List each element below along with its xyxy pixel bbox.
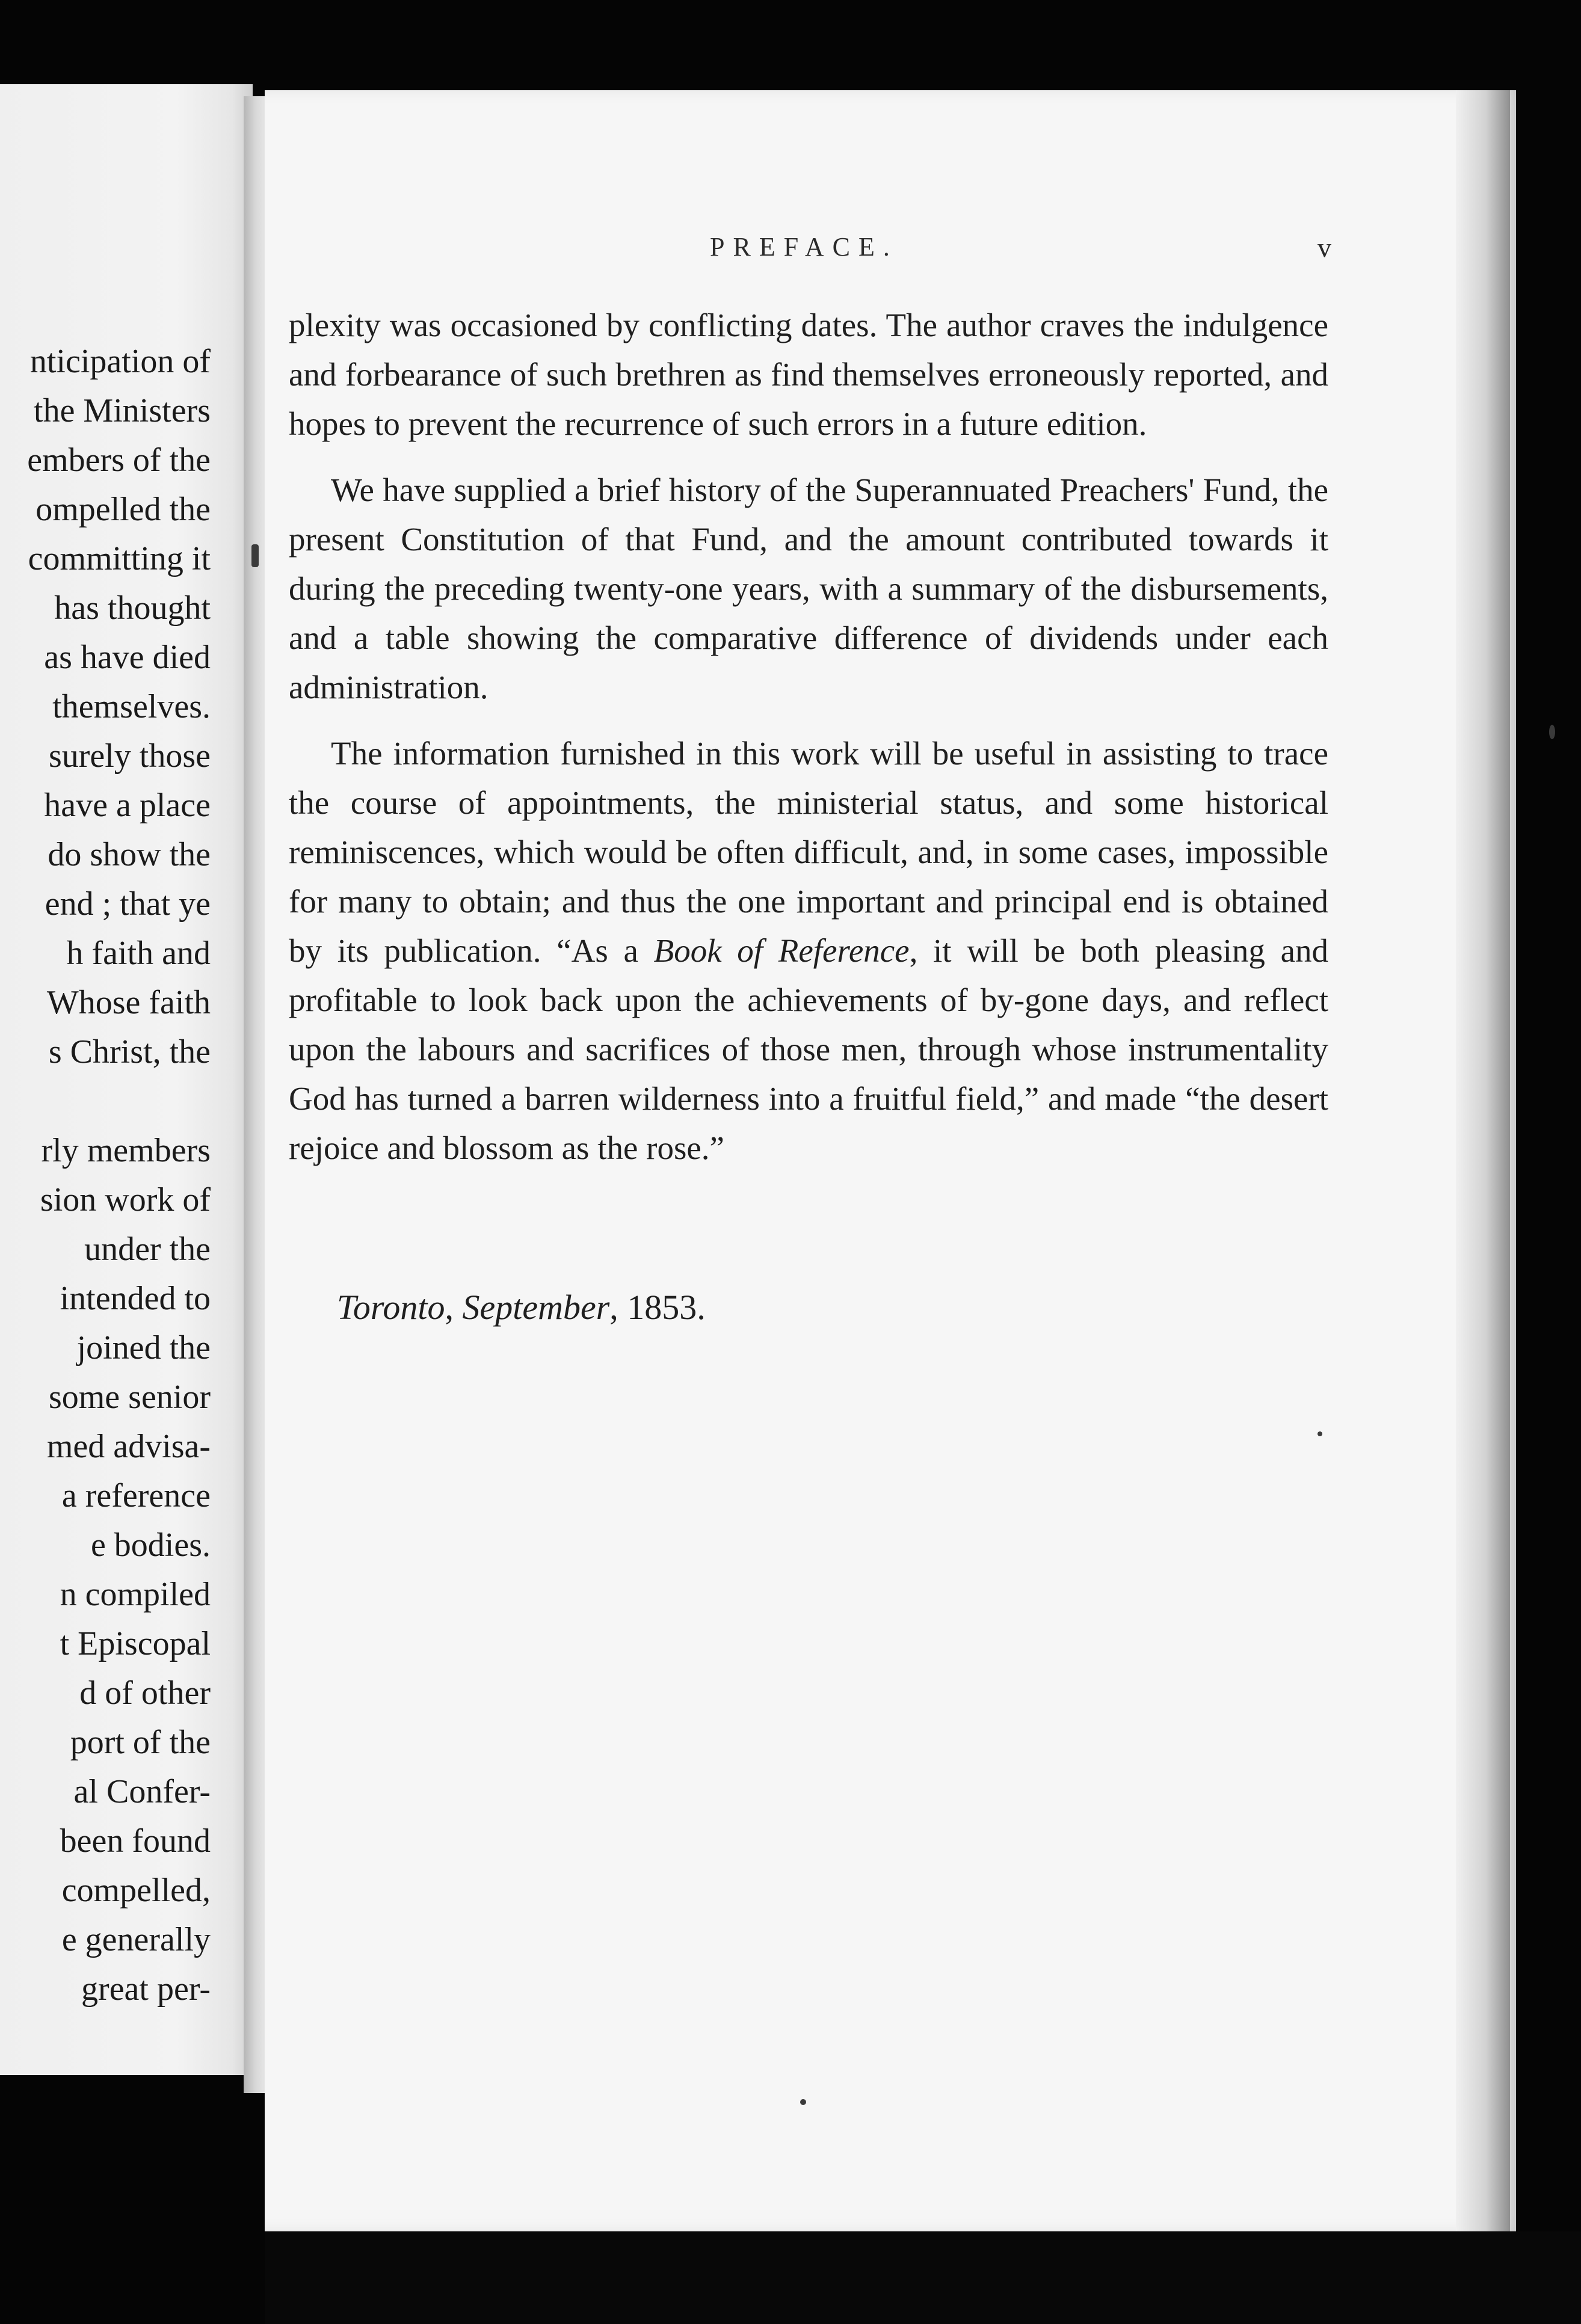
left-page-text xyxy=(27,337,211,2014)
signoff-month: September xyxy=(462,1288,610,1327)
left-page-line: n compiled xyxy=(60,1576,211,1613)
scan-speck xyxy=(1549,725,1555,739)
paragraph-3-text-a: The information furnished in this work will be useful in assisting to trace the course of appointments, the ministerial status, and some historical reminiscences, which would be often difficult, and, in some cases, impossible for many to obtain; and thus the one important and principal end is obtained by its publication. “As a xyxy=(289,735,1328,969)
left-page xyxy=(0,84,253,2075)
left-page-line: as have died xyxy=(44,639,211,676)
left-page-line: has thought xyxy=(54,589,211,627)
paragraph-3 xyxy=(289,729,1328,1173)
preface-body xyxy=(289,301,1328,1190)
left-page-line: nticipation of xyxy=(29,343,211,380)
left-page-line: sion work of xyxy=(40,1181,211,1219)
left-page-line: port of the xyxy=(70,1724,211,1761)
left-page-line: h faith and xyxy=(66,935,211,972)
book-of-reference-italic: Book of Reference xyxy=(653,932,910,969)
left-page-line: ompelled the xyxy=(35,491,211,528)
left-page-line: rly members xyxy=(41,1132,211,1169)
left-page-line: compelled, xyxy=(61,1872,211,1909)
scan-background xyxy=(265,2231,1581,2324)
left-page-line: e generally xyxy=(61,1921,211,1958)
left-page-line: med advisa- xyxy=(46,1428,211,1465)
paragraph-1: plexity was occasioned by conflicting dates. The author craves the indulgence and forbearance of such brethren as find themselves erroneously reported, and hopes to prevent the recurrence of such errors in a future edition. xyxy=(289,307,1328,442)
scan-speck xyxy=(1318,1431,1322,1436)
left-page-line: some senior xyxy=(48,1379,211,1416)
signoff-place: Toronto xyxy=(337,1288,445,1327)
left-page-line: embers of the xyxy=(27,441,211,479)
left-page-line: do show the xyxy=(48,836,211,873)
left-page-line: under the xyxy=(84,1231,211,1268)
page-edge-shadow xyxy=(1456,90,1510,2231)
left-page-line: the Ministers xyxy=(34,392,211,429)
left-page-line: intended to xyxy=(60,1280,211,1317)
left-page-line: committing it xyxy=(28,540,211,577)
left-page-line: themselves. xyxy=(52,688,211,725)
left-page-line: Whose faith xyxy=(46,984,211,1021)
left-page-line: d of other xyxy=(79,1674,211,1712)
page-number: v xyxy=(1318,232,1331,263)
left-page-line: a reference xyxy=(61,1477,211,1514)
scan-speck xyxy=(800,2099,806,2105)
left-page-line: have a place xyxy=(44,787,211,824)
scan-speck xyxy=(251,544,259,567)
left-page-line xyxy=(27,1077,211,1126)
paragraph-3-text-b: , it will be both pleasing and profitable to look back upon the achievements of by-gone days, and reflect upon the labours and sacrifices of those men, through whose instrumentality God has turned a barren wilderness into a fruitful field,” and made “the desert rejoice and blossom as the rose.” xyxy=(289,932,1329,1166)
left-page-line: e bodies. xyxy=(90,1526,211,1564)
left-page-line: t Episcopal xyxy=(60,1625,211,1662)
left-page-line: surely those xyxy=(48,737,211,775)
left-page-line: been found xyxy=(60,1822,211,1860)
signoff-sep-1: , xyxy=(445,1288,463,1327)
left-page-line: joined the xyxy=(76,1329,211,1366)
paragraph-2: We have supplied a brief history of the Superannuated Preachers' Fund, the present Constitution of that Fund, and the amount contributed towards it during the preceding twenty-one years, with a summary of the disbursements, and a table showing the comparative difference of dividends under each administration. xyxy=(289,472,1328,706)
left-page-line: al Confer- xyxy=(73,1773,211,1810)
left-page-line: end ; that ye xyxy=(45,885,211,923)
left-page-line: great per- xyxy=(81,1970,211,2008)
signoff-year: 1853. xyxy=(627,1288,706,1327)
running-head: PREFACE. xyxy=(710,232,898,262)
left-page-line: s Christ, the xyxy=(48,1033,211,1071)
signoff xyxy=(337,1287,706,1327)
signoff-sep-2: , xyxy=(609,1288,627,1327)
